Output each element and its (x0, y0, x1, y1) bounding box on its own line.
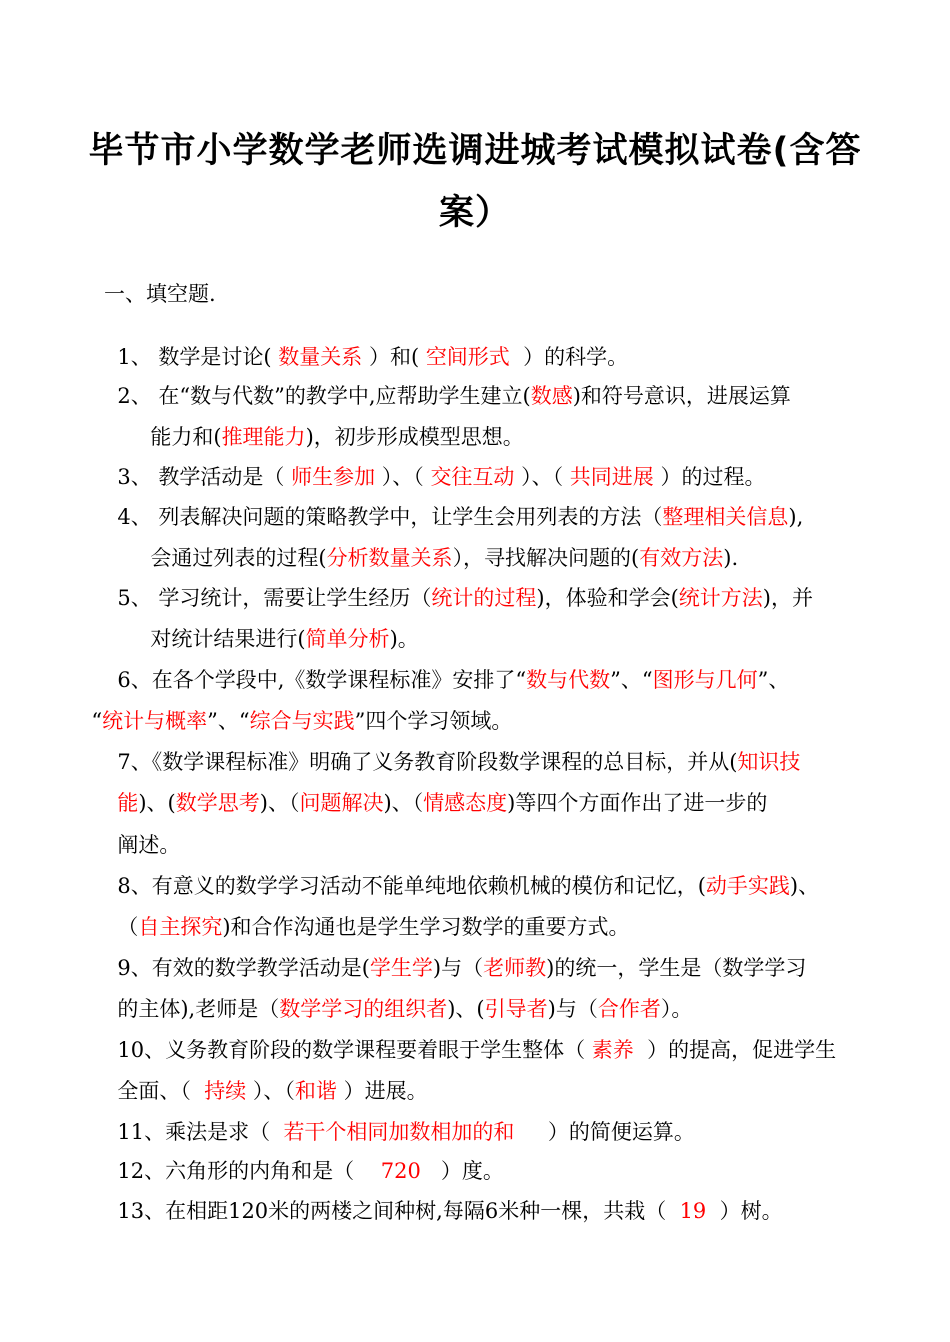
question-text: 1、 数学是讨论( (117, 345, 279, 369)
answer-text: 统计方法 (678, 586, 763, 610)
answer-text: 问题解决 (299, 791, 384, 815)
question-text: ）树。 (706, 1199, 783, 1223)
question-text: 4、 列表解决问题的策略教学中，让学生会用列表的方法（ (117, 505, 663, 529)
question-text: ”四个学习领域。 (354, 709, 513, 733)
question-text: “ (91, 709, 103, 733)
question-text: )与（ (432, 956, 484, 980)
question-text: )和符号意识，进展运算 (572, 384, 791, 408)
answer-text: 情感态度 (423, 791, 508, 815)
question-text: ”、“ (207, 709, 250, 733)
question-text: )与（ (547, 997, 598, 1021)
answer-text: 推理能力 (221, 425, 306, 449)
answer-text: 合作者 (597, 997, 661, 1021)
question-text: 13、在相距120米的两楼之间种树,每隔6米种一棵，共栽（ (117, 1199, 680, 1223)
question-text: )的统一，学生是（数学学习 (546, 956, 807, 980)
question-text: ）进展。 (336, 1079, 428, 1103)
question-text: ）和( (362, 345, 426, 369)
answer-text: 图形与几何 (652, 668, 758, 692)
answer-text: 数学思考 (175, 791, 260, 815)
question-text: 11、乘法是求（ (117, 1120, 284, 1144)
answer-text: 持续 (204, 1079, 247, 1103)
answer-text: 若干个相同加数相加的和 (283, 1120, 515, 1144)
answer-text: 和谐 (294, 1079, 337, 1103)
question-text: 能力和( (150, 425, 222, 449)
question-text: ）、（ (246, 1079, 295, 1103)
question-text: )、 (789, 874, 820, 898)
page-title-line-2: 案） (438, 193, 511, 233)
question-text: ）。 (660, 997, 693, 1021)
answer-text: 数与代数 (526, 668, 611, 692)
question-text: 对统计结果进行( (150, 627, 306, 651)
question-13 (104, 1172, 783, 1224)
answer-text: 统计与概率 (102, 709, 208, 733)
question-text: ）的科学。 (509, 345, 629, 369)
question-text: ). (723, 546, 739, 570)
answer-text: 学生学 (369, 956, 433, 980)
answer-text: 整理相关信息 (662, 505, 789, 529)
answer-text: 数感 (530, 384, 573, 408)
answer-text: 数学学习的组织者 (279, 997, 448, 1021)
question-text: 8、有意义的数学学习活动不能单纯地依赖机械的模仿和记忆，( (117, 874, 706, 898)
question-text: 阐述。 (117, 833, 181, 857)
question-text: 10、义务教育阶段的数学课程要着眼于学生整体（ (117, 1038, 592, 1062)
question-text: 的主体),老师是（ (117, 997, 280, 1021)
answer-text: 720 (380, 1159, 421, 1183)
question-text: 7、《数学课程标准》明确了义务教育阶段数学课程的总目标，并从( (117, 750, 738, 774)
question-text: )。 (389, 627, 419, 651)
question-text: )等四个方面作出了进一步的 (507, 791, 768, 815)
question-text: ）、（ (375, 465, 431, 489)
question-text: ）的提高，促进学生 (633, 1038, 837, 1062)
answer-text: 有效方法 (639, 546, 724, 570)
question-text: 3、 教学活动是（ (117, 465, 292, 489)
answer-text: 分析数量关系 (326, 546, 453, 570)
question-7-line-2 (104, 764, 767, 816)
question-text: 5、 学习统计，需要让学生经历（ (117, 586, 432, 610)
question-text: 12、六角形的内角和是（ (117, 1159, 381, 1183)
question-text: )、（ (259, 791, 300, 815)
question-text: 6、在各个学段中,《数学课程标准》安排了“ (117, 668, 527, 692)
question-text: 2、 在“数与代数”的教学中,应帮助学生建立( (117, 384, 531, 408)
answer-text: 动手实践 (705, 874, 790, 898)
section-heading: 一、填空题. (104, 282, 216, 306)
answer-text: 引导者 (484, 997, 548, 1021)
question-text: 会通过列表的过程( (150, 546, 327, 570)
question-text: ）的简便运算。 (514, 1120, 695, 1144)
answer-text: 师生参加 (291, 465, 376, 489)
answer-text: 综合与实践 (249, 709, 355, 733)
answer-text: 共同进展 (569, 465, 654, 489)
question-text: ）的过程。 (653, 465, 766, 489)
answer-text: 素养 (591, 1038, 634, 1062)
answer-text: 数量关系 (278, 345, 363, 369)
answer-text: 知识技 (737, 750, 801, 774)
page-title-line-1: 毕节市小学数学老师选调进城考试模拟试卷(含答 (88, 131, 862, 171)
answer-text: 19 (679, 1199, 707, 1223)
question-text: ”、“ (610, 668, 653, 692)
answer-text: 空间形式 (425, 345, 510, 369)
question-text: ）、（ (514, 465, 570, 489)
question-text: )，并 (762, 586, 813, 610)
question-text: )、( (138, 791, 176, 815)
question-text: ）度。 (420, 1159, 504, 1183)
question-text: ”、 (757, 668, 790, 692)
answer-text: 能 (117, 791, 139, 815)
question-text: )，初步形成模型思想。 (305, 425, 524, 449)
question-text: 全面、（ (117, 1079, 205, 1103)
question-text: )和合作沟通也是学生学习数学的重要方式。 (222, 915, 630, 939)
question-text: （ (117, 915, 139, 939)
question-text: )、( (447, 997, 485, 1021)
answer-text: 简单分析 (305, 627, 390, 651)
answer-text: 统计的过程 (431, 586, 537, 610)
answer-text: 交往互动 (430, 465, 515, 489)
question-text: )，体验和学会( (536, 586, 679, 610)
answer-text: 自主探究 (138, 915, 223, 939)
question-text: ），寻找解决问题的( (452, 546, 640, 570)
question-text: 9、有效的数学教学活动是( (117, 956, 370, 980)
answer-text: 老师教 (483, 956, 547, 980)
question-text: )、（ (383, 791, 424, 815)
question-text: ), (788, 505, 804, 529)
